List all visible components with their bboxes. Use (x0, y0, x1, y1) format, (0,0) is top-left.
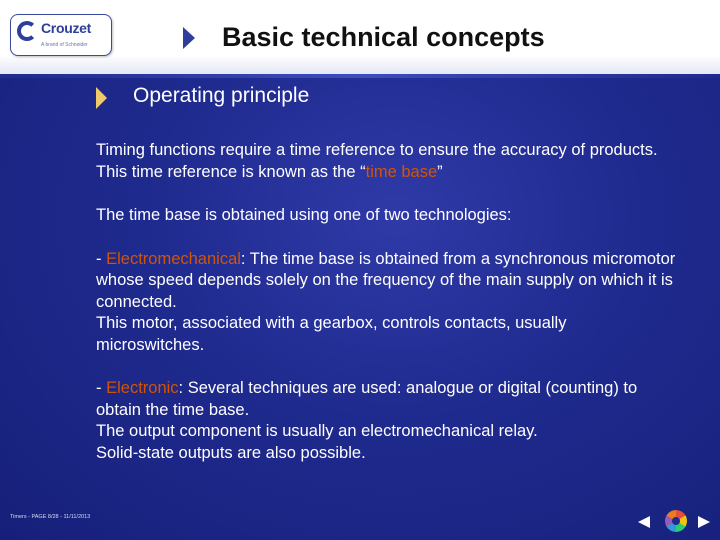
electro-text: : The time base is obtained from a synchronous micromotor whose speed depends solely on the frequency of the main supply on which it is connected. (96, 249, 676, 311)
page-title: Basic technical concepts (222, 22, 545, 52)
section-subtitle: Operating principle (133, 84, 310, 107)
electronic-label: Electronic (106, 379, 179, 397)
para2: The time base is obtained using one of two technologies: (96, 206, 512, 224)
next-slide-icon[interactable] (698, 516, 710, 528)
para1-line2 (96, 162, 676, 184)
logo-tagline: A brand of Schneider (41, 42, 88, 48)
header-bar (0, 0, 720, 78)
electronic-prefix: - (96, 379, 107, 397)
electromechanical-para (96, 249, 676, 314)
logo-text: Crouzet (41, 20, 92, 36)
prev-slide-icon[interactable] (638, 516, 650, 528)
crouzet-logo-mark-icon (17, 21, 37, 41)
para1-line1: Timing functions require a time reference to ensure the accuracy of products. (96, 141, 658, 159)
electronic-para (96, 378, 676, 421)
title-bullet-icon (183, 27, 195, 49)
subtitle-bullet-icon (96, 87, 107, 109)
home-color-wheel-icon[interactable] (665, 510, 687, 532)
slide-body (96, 140, 676, 464)
crouzet-logo (10, 14, 112, 56)
time-base-highlight: time base (365, 162, 438, 181)
electronic-para3: Solid-state outputs are also possible. (96, 443, 366, 462)
electromechanical-label: Electromechanical (106, 249, 241, 268)
electronic-text: : Several techniques are used: analogue or digital (counting) to obtain the time base. (96, 379, 638, 419)
footer-text: Timers - PAGE 8/28 - 11/11/2013 (10, 514, 91, 520)
para1-line2-prefix: This time reference is known as the “ (96, 162, 366, 181)
electronic-para2: The output component is usually an electromechanical relay. (96, 422, 538, 440)
para1-line2-suffix: ” (437, 162, 443, 181)
electro-prefix: - (96, 249, 107, 268)
electromechanical-para2: This motor, associated with a gearbox, controls contacts, usually microswitches. (96, 314, 567, 354)
